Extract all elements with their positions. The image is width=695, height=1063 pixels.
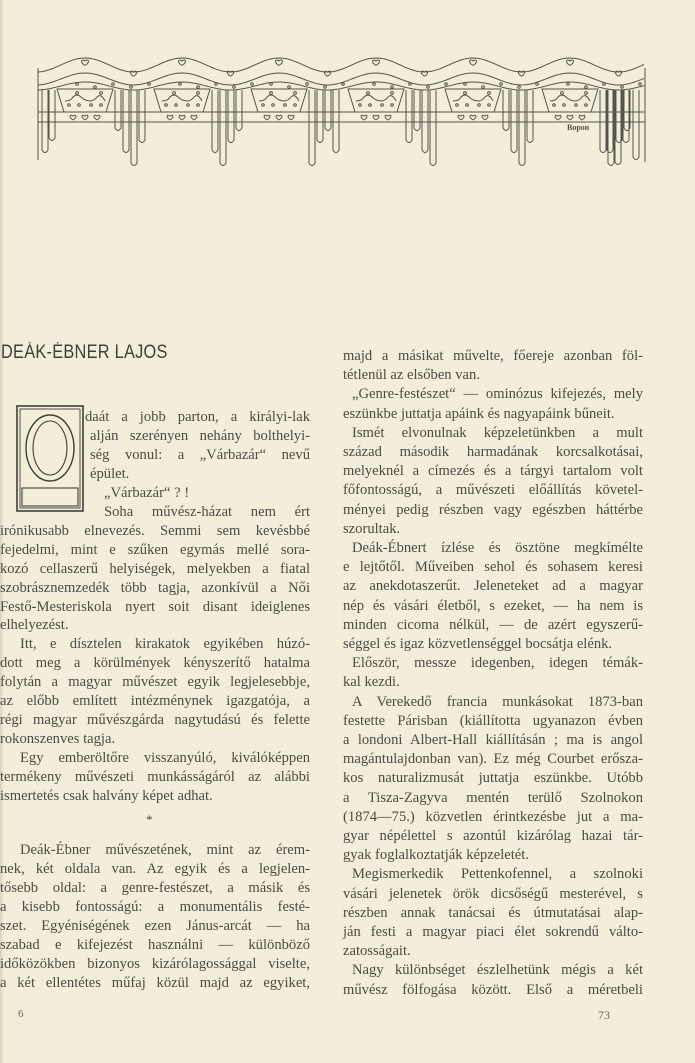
ornament-dot: [270, 83, 273, 86]
heart-icon: [276, 115, 282, 120]
text-line: gyak foglalkoztatják képzeletét.: [343, 847, 529, 864]
ornament-drip: [422, 90, 428, 153]
text-line: eszünkbe juttatja apáink és nagyapáink bűneit.: [343, 405, 615, 422]
text-line: festette Párisban (kiállította ugyanazon évben: [343, 712, 643, 729]
text-line: részben annak tanácsai és útmutatásai alap-: [343, 904, 643, 921]
ornament-dot: [500, 83, 503, 86]
text-line: időközökben bizonyos kizárólagossággal viselte,: [0, 956, 310, 972]
ornament-dot: [585, 86, 588, 89]
text-line: irónikusabb elnevezés. Semmi sem kevésbbé: [0, 522, 310, 539]
text-line: Először, messze idegenben, idegen témák-: [352, 655, 643, 672]
ornament-dot: [197, 86, 200, 89]
text-line: épület.: [90, 465, 130, 482]
text-line: Nagy különbséget észlelhetünk mégis a két: [352, 962, 643, 979]
heart-icon: [179, 115, 185, 120]
heart-icon: [458, 115, 464, 120]
text-line: század második harmadának korcsalkotásai,: [343, 444, 643, 460]
ornament-drip: [236, 90, 242, 131]
text-line: Itt, e dísztelen kirakatok egyikében húzó-: [20, 636, 310, 653]
ornament-drip: [519, 90, 525, 166]
text-line: az előbb említett intézménynek igazgatója, a: [0, 693, 310, 710]
ornament-dot: [639, 83, 642, 86]
ornament-drip: [131, 90, 137, 166]
ornament-dot: [306, 83, 309, 86]
ornament-drip: [212, 90, 218, 153]
heart-icon: [373, 115, 379, 120]
heart-icon: [385, 115, 391, 120]
heart-icon: [82, 115, 88, 120]
text-line: Egy emberöltőre visszanyúló, kiválóképpen: [20, 750, 310, 767]
page-number-left: 6: [18, 1008, 24, 1020]
text-line: ján festi a magyar piaci élet sokrendű válto-: [343, 924, 643, 940]
ornament-dot: [391, 86, 394, 89]
text-line: fejedelmi, mint e szűken egymás mellé sora-: [0, 541, 310, 558]
text-line: kal kezdi.: [343, 674, 400, 691]
section-separator: *: [146, 812, 153, 827]
ornament-dot: [342, 83, 345, 86]
text-line: zatosságait.: [343, 943, 411, 960]
text-line: Ismét elvonulnak képzeletünkben a mult: [352, 424, 643, 441]
ornament-dot: [324, 86, 327, 89]
text-line: a két ellentétes műfaj közül majd az egyiket,: [0, 975, 310, 991]
text-line: séggel és igaz közvetlenséggel bocsátja elénk.: [343, 636, 613, 652]
ornament-top-wave: [38, 58, 644, 72]
ornament-drip: [430, 90, 436, 166]
drop-cap-initial: [16, 405, 84, 512]
text-line: dott meg a körülmények kényszerítő hatalma: [0, 655, 310, 672]
ornament-dot: [215, 83, 218, 86]
text-line: szobrásznemzedék több tagja, azonkívül a Női: [0, 579, 310, 596]
ornament-dot: [567, 83, 570, 86]
heart-icon: [191, 115, 197, 120]
text-line: kos naturalizmusát juttatja eszünkbe. Utóbb: [343, 770, 643, 787]
text-line: szet. Egyéniségének ezen Jánus-arcát — ha: [0, 918, 310, 934]
ornament-dot: [148, 83, 151, 86]
text-line: ményei pedig részben vagy egészben háttérbe: [343, 501, 643, 518]
ornament-dot: [518, 86, 521, 89]
ornament-dot: [288, 86, 291, 89]
ornament-dot: [464, 83, 467, 86]
ornament-dot: [536, 83, 539, 86]
text-line: gyar népélettel s azontúl kizárólag hazai tár-: [343, 828, 643, 844]
ornament-dot: [76, 83, 79, 86]
text-line: „Genre-festészet“ — ominózus kifejezés, mely: [352, 386, 643, 403]
ornament-drip: [317, 90, 323, 143]
text-line: szorultak.: [343, 520, 401, 537]
ornament-drip: [414, 90, 420, 131]
text-line: művész fölfogása között. Első a méretbeli: [343, 981, 643, 998]
ornament-dot: [427, 86, 430, 89]
ornament-drip: [406, 90, 412, 143]
text-line: ség vonul: a „Várbazár“ nevű: [90, 446, 310, 463]
ornament-inner-wave: [38, 73, 644, 85]
text-line: tősebb oldal: a genre-festészet, a másik és: [0, 880, 310, 896]
text-line: daát a jobb parton, a királyi-lak: [85, 409, 310, 425]
heart-icon: [276, 60, 283, 66]
text-line: alján szerényen nehány bolthelyi-: [90, 427, 310, 444]
heart-icon: [70, 115, 76, 120]
text-line: Festő-Mesteriskola nyert soit disant ideiglenes: [0, 598, 310, 615]
ornament-drip: [503, 90, 509, 131]
ornament-dot: [621, 86, 624, 89]
text-line: régi magyar művészgárda nagytudású és felette: [0, 712, 310, 729]
ornament-drip: [123, 90, 129, 153]
ornament-dot: [603, 83, 606, 86]
ornament-dot: [112, 83, 115, 86]
heart-icon: [167, 115, 173, 120]
heart-icon: [82, 60, 89, 66]
text-line: a londoni Albert-Hall kiállításán ; ma is angol: [343, 732, 643, 748]
text-line: majd a másikat művelte, főereje azonban föl-: [343, 348, 643, 364]
artist-signature: Bopon: [567, 123, 590, 132]
ornament-drip: [42, 90, 48, 153]
heart-icon: [264, 115, 270, 120]
text-line: folytán a magyar művészet egyik legjelesebbje,: [0, 674, 310, 691]
ornament-drip: [633, 90, 639, 160]
text-line: Megismerkedik Pettenkofennel, a szolnoki: [352, 866, 643, 883]
heart-icon: [361, 115, 367, 120]
ornament-dot: [409, 83, 412, 86]
ornament-dot: [94, 86, 97, 89]
ornament-dot: [445, 83, 448, 86]
ornament-drip: [115, 90, 121, 131]
text-line: főfontosságú, a művészeti előállítás követel-: [343, 482, 643, 499]
ornament-drip: [228, 90, 234, 143]
ornament-dot: [482, 86, 485, 89]
page-number-right: 73: [598, 1008, 610, 1022]
text-line: „Várbazár“ ? !: [104, 484, 190, 501]
drop-cap-letter: O: [16, 405, 17, 406]
ornament-drip: [220, 90, 226, 166]
text-line: elhelyezést.: [0, 617, 69, 634]
ornament-drip: [325, 90, 331, 131]
heart-icon: [567, 115, 573, 120]
heart-icon: [567, 60, 574, 66]
heart-icon: [579, 115, 585, 120]
text-line: a Tisza-Zagyva mentén terülő Szolnokon: [343, 789, 643, 806]
heart-icon: [555, 115, 561, 120]
ornament-drip: [139, 90, 145, 143]
text-line: kozó cellaszerű helyiségek, melyekben a fiatal: [0, 560, 310, 577]
text-line: ismertetés csak halvány képet adhat.: [0, 788, 213, 804]
text-line: az anekdotaszerűt. Jeleneteket ad a magyar: [343, 578, 643, 595]
ornament-drip: [333, 90, 339, 153]
text-line: rokonszenves tagja.: [0, 731, 116, 748]
text-line: nép és vásári életből, s ezeket, — ha nem is: [343, 597, 643, 614]
text-line: Deák-Ébnert ízlése és ösztöne megkímélte: [352, 540, 643, 556]
text-line: Deák-Ébner művészetének, mint az érem-: [20, 842, 310, 858]
heart-icon: [470, 60, 477, 66]
text-line: nek, két oldala van. Az egyik és a legjelen-: [0, 861, 310, 877]
heart-icon: [288, 115, 294, 120]
header-ornament: [0, 0, 695, 180]
text-line: (1874—75.) közvetlen érintkezésbe jut a ma-: [343, 808, 643, 825]
text-line: vásári jelenetek örök dicsőségű mesterével, s: [343, 885, 643, 902]
text-line: termékeny művészeti munkásságáról az alábbi: [0, 769, 310, 786]
ornament-dot: [373, 83, 376, 86]
text-line: szabad e kifejezést használni — különböző: [0, 937, 310, 953]
heart-icon: [373, 60, 380, 66]
ornament-drip: [527, 90, 533, 143]
text-line: a kisebb fontosságú: a monumentális festé-: [0, 899, 310, 915]
text-line: melyeknél a címezés és a tárgyi tartalom volt: [343, 463, 643, 480]
ornament-dot: [130, 86, 133, 89]
text-line: minden cicoma nélkül, — de azért egyszerű-: [343, 616, 643, 633]
heart-icon: [482, 115, 488, 120]
ornament-drip: [49, 90, 55, 141]
ornament-drip: [600, 90, 606, 153]
ornament-drip: [309, 90, 315, 166]
ornament-dot: [251, 83, 254, 86]
text-line: magántulajdonban van). Ez még Courbet erősza-: [343, 751, 643, 768]
text-line: tétlenül az elsőben van.: [343, 367, 480, 384]
text-line: A Verekedő francia munkásokat 1873-ban: [352, 693, 643, 710]
heart-icon: [179, 60, 186, 66]
text-line: e lejtőtől. Műveiben sehol és sohasem keresi: [343, 559, 643, 576]
ornament-dot: [233, 86, 236, 89]
heart-icon: [94, 115, 100, 120]
article-title: DEÁK-ÉBNER LAJOS: [1, 342, 168, 363]
heart-icon: [470, 115, 476, 120]
ornament-dot: [179, 83, 182, 86]
ornament-drip: [511, 90, 517, 153]
text-line: Soha művész-házat nem ért: [104, 503, 310, 520]
